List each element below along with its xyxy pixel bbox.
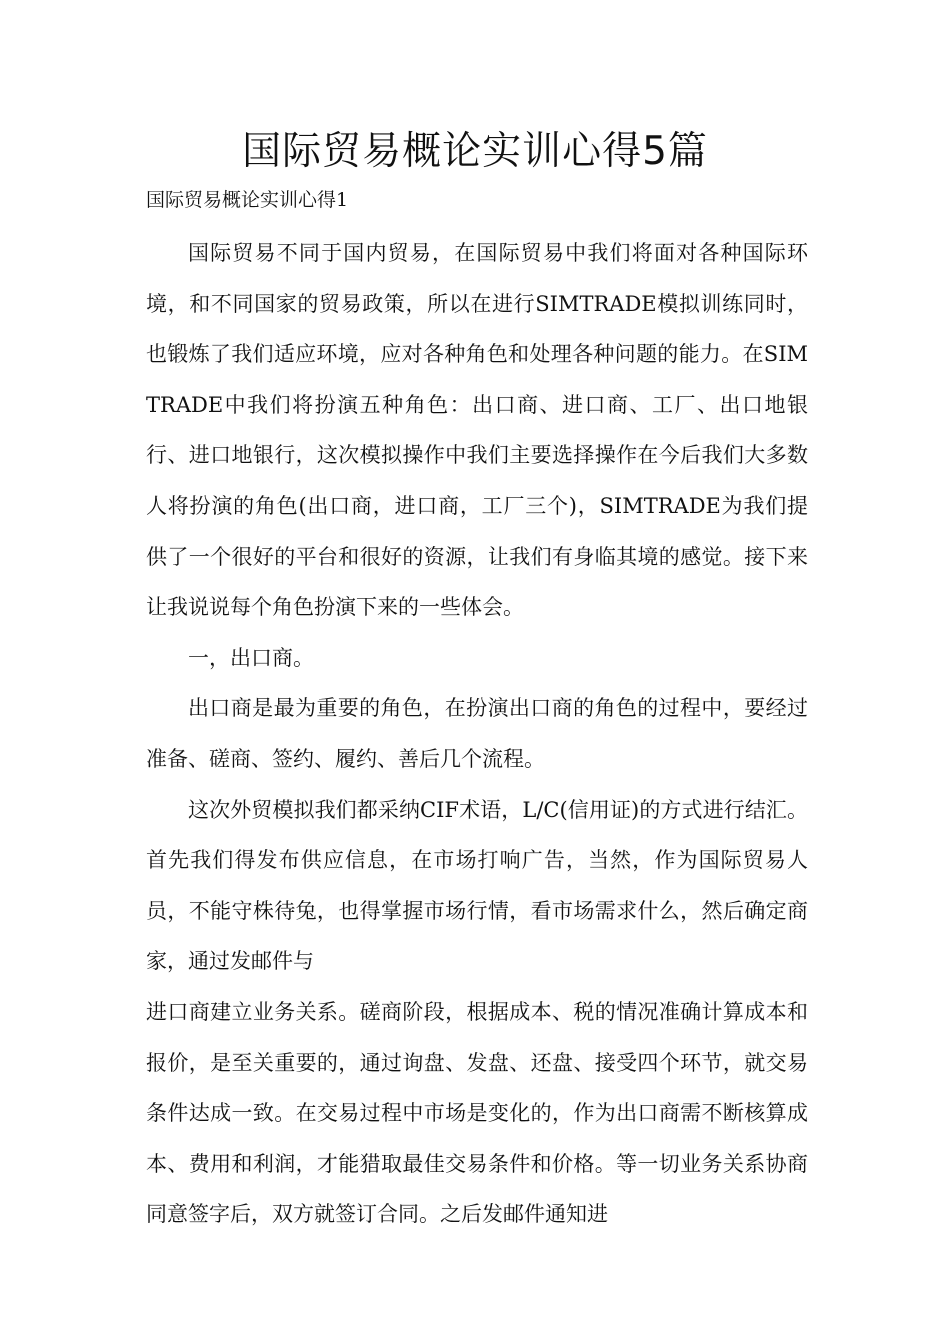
paragraph-exporter-heading: 一，出口商。 (188, 645, 314, 670)
paragraph-intro: 国际贸易不同于国内贸易，在国际贸易中我们将面对各种国际环境，和不同国家的贸易政策，所以在进行SIMTRADE模拟训练同时，也锻炼了我们适应环境，应对各种角色和处理各种问题的能力。在SIMTRADE中我们将扮演五种角色：出口商、进口商、工厂、出口地银行、进口地银行，这次模拟操作中我们主要选择操作在今后我们大多数人将扮演的角色(出口商，进口商，工厂三个)，SIMTRADE为我们提供了一个很好的平台和很好的资源，让我们有身临其境的感觉。接下来让我说说每个角色扮演下来的一些体会。 (146, 241, 808, 620)
document-title: 国际贸易概论实训心得5篇 (242, 129, 708, 174)
document-body (146, 228, 808, 1240)
section-heading: 国际贸易概论实训心得1 (146, 189, 349, 211)
paragraph-exporter-role: 出口商是最为重要的角色，在扮演出口商的角色的过程中，要经过准备、磋商、签约、履约、善后几个流程。 (146, 696, 808, 771)
paragraph-negotiation: 进口商建立业务关系。磋商阶段，根据成本、税的情况准确计算成本和报价，是至关重要的，通过询盘、发盘、还盘、接受四个环节，就交易条件达成一致。在交易过程中市场是变化的，作为出口商需不断核算成本、费用和利润，才能猎取最佳交易条件和价格。等一切业务关系协商同意签字后，双方就签订合同。之后发邮件通知进 (146, 999, 808, 1227)
paragraph-simulation: 这次外贸模拟我们都采纳CIF术语，L/C(信用证)的方式进行结汇。首先我们得发布供应信息，在市场打响广告，当然，作为国际贸易人员，不能守株待兔，也得掌握市场行情，看市场需求什么，然后确定商家，通过发邮件与 (146, 797, 808, 974)
